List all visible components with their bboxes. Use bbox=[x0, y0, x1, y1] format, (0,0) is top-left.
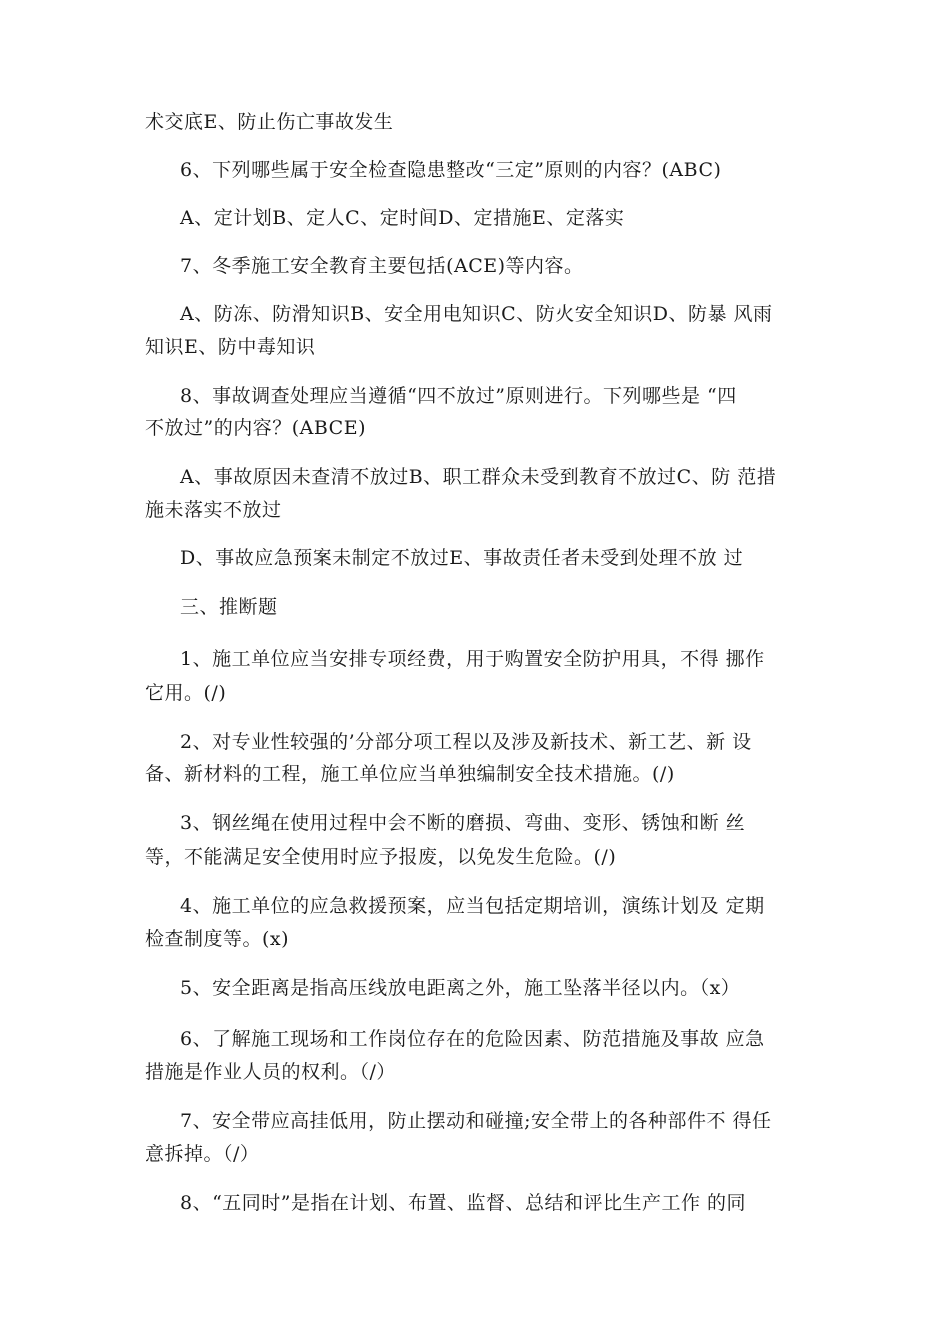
text-line: 意拆掉。（/） bbox=[145, 1143, 260, 1165]
text-line: 检查制度等。(x) bbox=[145, 928, 290, 950]
text-line: 它用。(/) bbox=[145, 682, 227, 704]
text-line: 备、新材料的工程，施工单位应当单独编制安全技术措施。(/) bbox=[145, 763, 675, 785]
judgment-7: 7、安全带应高挂低用，防止摆动和碰撞;安全带上的各种部件不 得任 bbox=[180, 1110, 772, 1132]
text-line: 施未落实不放过 bbox=[145, 499, 282, 521]
judgment-1: 1、施工单位应当安排专项经费，用于购置安全防护用具，不得 挪作 bbox=[180, 648, 765, 670]
judgment-4: 4、施工单位的应急救援预案，应当包括定期培训，演练计划及 定期 bbox=[180, 895, 765, 917]
text-line: 等，不能满足安全使用时应予报废，以免发生危险。(/) bbox=[145, 846, 617, 868]
options-8a: A、事故原因未查清不放过B、职工群众未受到教育不放过C、防 范措 bbox=[180, 466, 777, 488]
question-6: 6、下列哪些属于安全检查隐患整改“三定”原则的内容？(ABC) bbox=[180, 159, 722, 181]
text-line: 知识E、防中毒知识 bbox=[145, 336, 316, 358]
options-6: A、定计划B、定人C、定时间D、定措施E、定落实 bbox=[180, 207, 625, 229]
judgment-5: 5、安全距离是指高压线放电距离之外，施工坠落半径以内。（x） bbox=[180, 977, 741, 999]
options-8b: D、事故应急预案未制定不放过E、事故责任者未受到处理不放 过 bbox=[180, 547, 744, 569]
section-heading: 三、推断题 bbox=[180, 596, 278, 618]
judgment-8: 8、“五同时”是指在计划、布置、监督、总结和评比生产工作 的同 bbox=[180, 1192, 747, 1214]
options-7: A、防冻、防滑知识B、安全用电知识C、防火安全知识D、防暴 风雨 bbox=[180, 303, 773, 325]
text-line: 措施是作业人员的权利。（/） bbox=[145, 1061, 396, 1083]
question-8: 8、事故调查处理应当遵循“四不放过”原则进行。下列哪些是 “四 bbox=[180, 385, 737, 407]
judgment-6: 6、了解施工现场和工作岗位存在的危险因素、防范措施及事故 应急 bbox=[180, 1028, 765, 1050]
judgment-3: 3、钢丝绳在使用过程中会不断的磨损、弯曲、变形、锈蚀和断 丝 bbox=[180, 812, 746, 834]
text-line: 术交底E、防止伤亡事故发生 bbox=[145, 111, 394, 133]
text-line: 不放过”的内容？(ABCE) bbox=[145, 417, 366, 439]
judgment-2: 2、对专业性较强的’分部分项工程以及涉及新技术、新工艺、新 设 bbox=[180, 731, 752, 753]
question-7: 7、冬季施工安全教育主要包括(ACE)等内容。 bbox=[180, 255, 584, 277]
